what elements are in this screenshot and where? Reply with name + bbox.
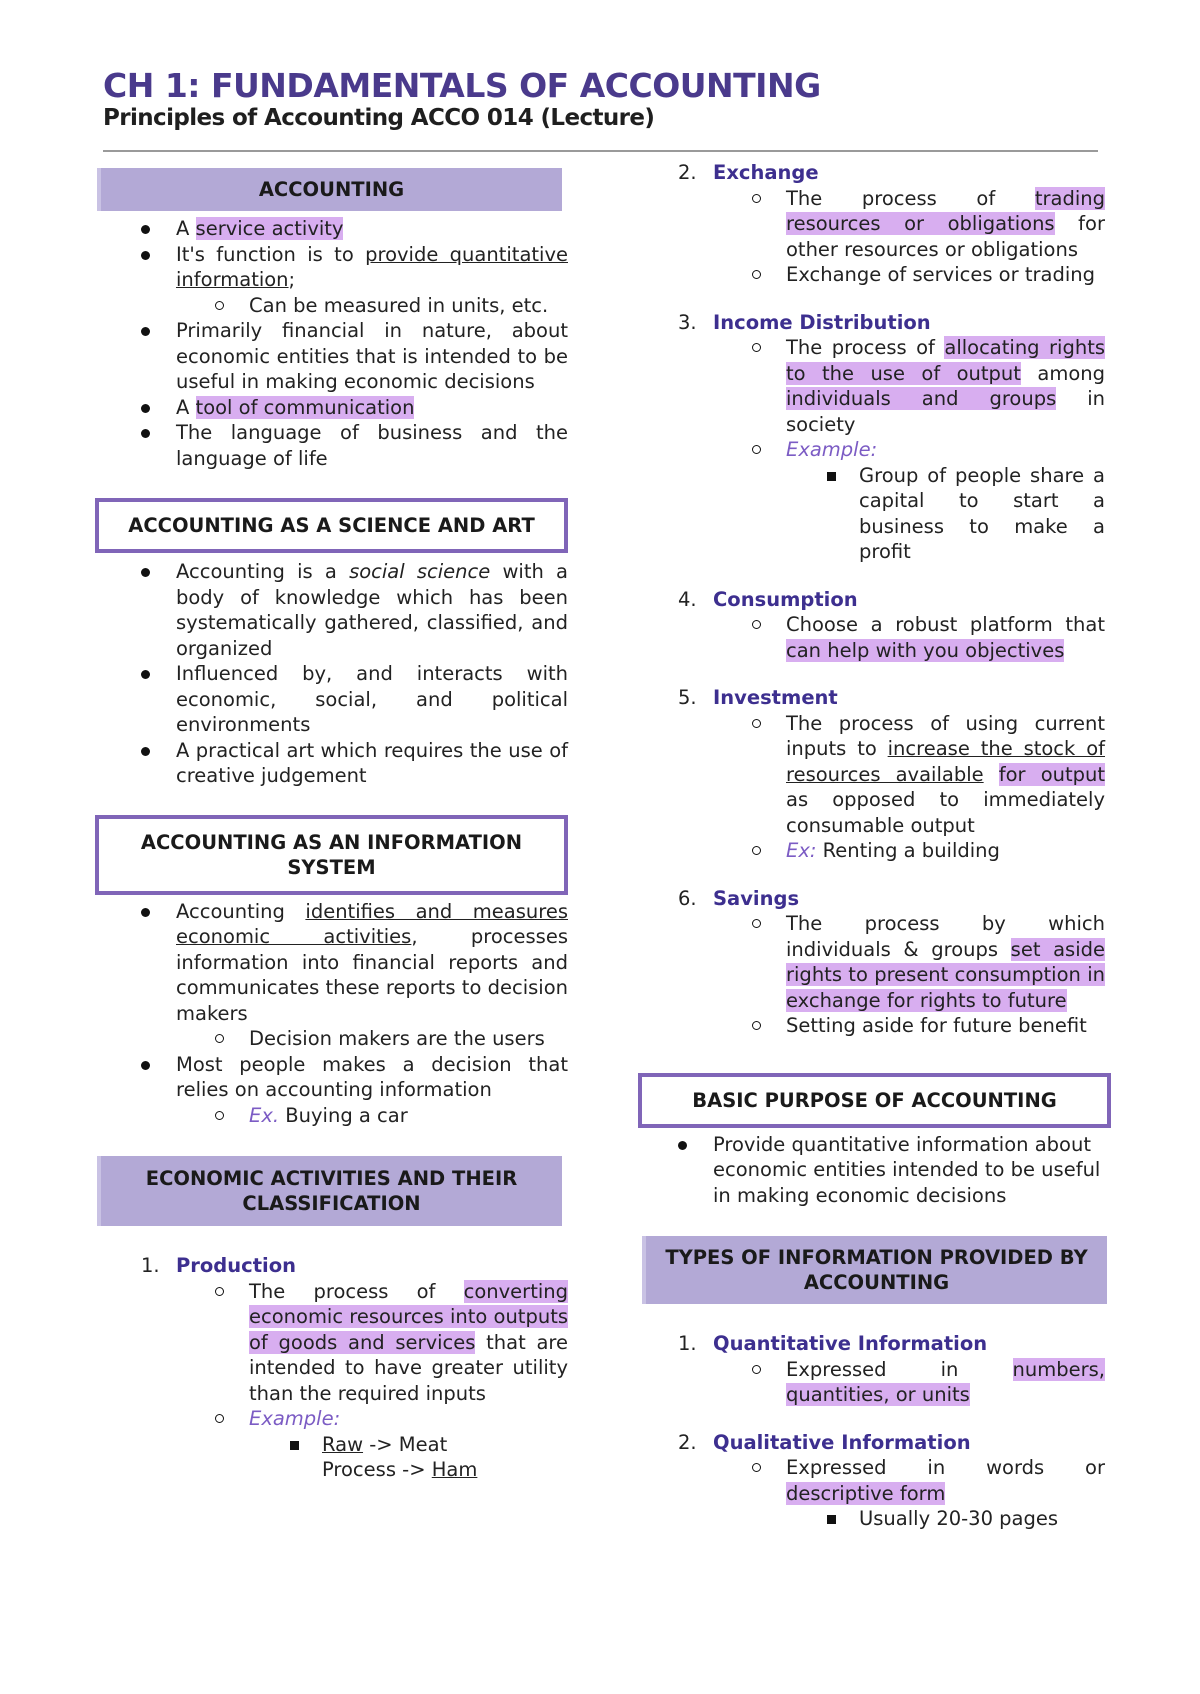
numbered-item-investment: 5. Investment — [678, 686, 838, 709]
list-item: Accounting is a social science with a body of knowledge which has been systematically gathered, classified, and organized — [103, 559, 568, 661]
section-heading-info-system: ACCOUNTING AS AN INFORMATION SYSTEM — [95, 815, 568, 895]
section-heading-science-art: ACCOUNTING AS A SCIENCE AND ART — [95, 498, 568, 553]
sub-list-item: Exchange of services or trading — [640, 262, 1105, 288]
section-heading-accounting: ACCOUNTING — [97, 168, 562, 211]
section-heading-types: TYPES OF INFORMATION PROVIDED BY ACCOUNTING — [642, 1236, 1107, 1304]
numbered-item-income-distribution: 3. Income Distribution — [678, 310, 931, 334]
sub-list-item: Ex. Buying a car — [103, 1103, 568, 1129]
sub-sub-list-item: Group of people share a capital to start a business to make a profit — [640, 463, 1105, 565]
sub-list-item: Choose a robust platform that can help with you objectives — [640, 612, 1105, 663]
sub-list-item: Example: — [640, 437, 1105, 463]
sub-list-item: The process of trading resources or obligations for other resources or obligations — [640, 186, 1105, 263]
list-item: Accounting identifies and measures economic activities, processes information into financial reports and communicates these reports to decision makers — [103, 899, 568, 1027]
types-list — [640, 1331, 1105, 1532]
sub-list-item: Decision makers are the users — [103, 1026, 568, 1052]
sub-list-item: The process of allocating rights to the use of output among individuals and groups in society — [640, 335, 1105, 437]
list-item: It's function is to provide quantitative information; — [103, 242, 568, 293]
numbered-item-quantitative: 1. Quantitative Information — [678, 1332, 988, 1355]
numbered-item-consumption: 4. Consumption — [678, 587, 858, 611]
sub-list-item: Setting aside for future benefit — [640, 1013, 1105, 1039]
list-item: Primarily financial in nature, about economic entities that is intended to be useful in making economic decisions — [103, 318, 568, 395]
sub-list-item: Can be measured in units, etc. — [103, 293, 568, 319]
numbered-item-savings: 6. Savings — [678, 886, 800, 910]
right-column — [640, 160, 1105, 1532]
page-subtitle: Principles of Accounting ACCO 014 (Lecture) — [103, 105, 655, 131]
accounting-list — [103, 216, 568, 471]
list-item: Most people makes a decision that relies on accounting information — [103, 1052, 568, 1103]
sub-list-item: Expressed in numbers, quantities, or units — [640, 1357, 1105, 1408]
economic-list-left — [103, 1253, 568, 1483]
numbered-item-production: 1. Production — [141, 1254, 296, 1277]
sub-list-item: Ex: Renting a building — [640, 838, 1105, 864]
sub-list-item: Expressed in words or descriptive form — [640, 1455, 1105, 1506]
list-item: Influenced by, and interacts with economic, social, and political environments — [103, 661, 568, 738]
list-item: Provide quantitative information about economic entities intended to be useful in making economic decisions — [640, 1132, 1105, 1209]
sub-sub-list-item: Raw -> Meat Process -> Ham — [103, 1432, 568, 1483]
numbered-item-exchange: 2. Exchange — [678, 161, 819, 184]
left-column — [103, 168, 568, 1483]
sub-list-item: The process by which individuals & groups set aside rights to present consumption in exchange for rights to future — [640, 911, 1105, 1013]
sub-list-item: The process of converting economic resources into outputs of goods and services that are intended to have greater utility than the required inputs — [103, 1279, 568, 1407]
purpose-list — [640, 1132, 1105, 1209]
info-system-list — [103, 899, 568, 1129]
section-heading-economic: ECONOMIC ACTIVITIES AND THEIR CLASSIFICATION — [97, 1156, 562, 1226]
numbered-item-qualitative: 2. Qualitative Information — [678, 1430, 971, 1454]
list-item: A practical art which requires the use of creative judgement — [103, 738, 568, 789]
title-divider — [103, 150, 1098, 152]
list-item: The language of business and the language of life — [103, 420, 568, 471]
sub-list-item: Example: — [103, 1406, 568, 1432]
science-art-list — [103, 559, 568, 789]
list-item: A service activity — [103, 216, 568, 242]
section-heading-purpose: BASIC PURPOSE OF ACCOUNTING — [638, 1073, 1111, 1128]
sub-list-item: The process of using current inputs to increase the stock of resources available for output as opposed to immediately consumable output — [640, 711, 1105, 839]
list-item: A tool of communication — [103, 395, 568, 421]
sub-sub-list-item: Usually 20-30 pages — [640, 1506, 1105, 1532]
economic-list-right — [640, 160, 1105, 1039]
page-title: CH 1: FUNDAMENTALS OF ACCOUNTING — [103, 66, 821, 105]
